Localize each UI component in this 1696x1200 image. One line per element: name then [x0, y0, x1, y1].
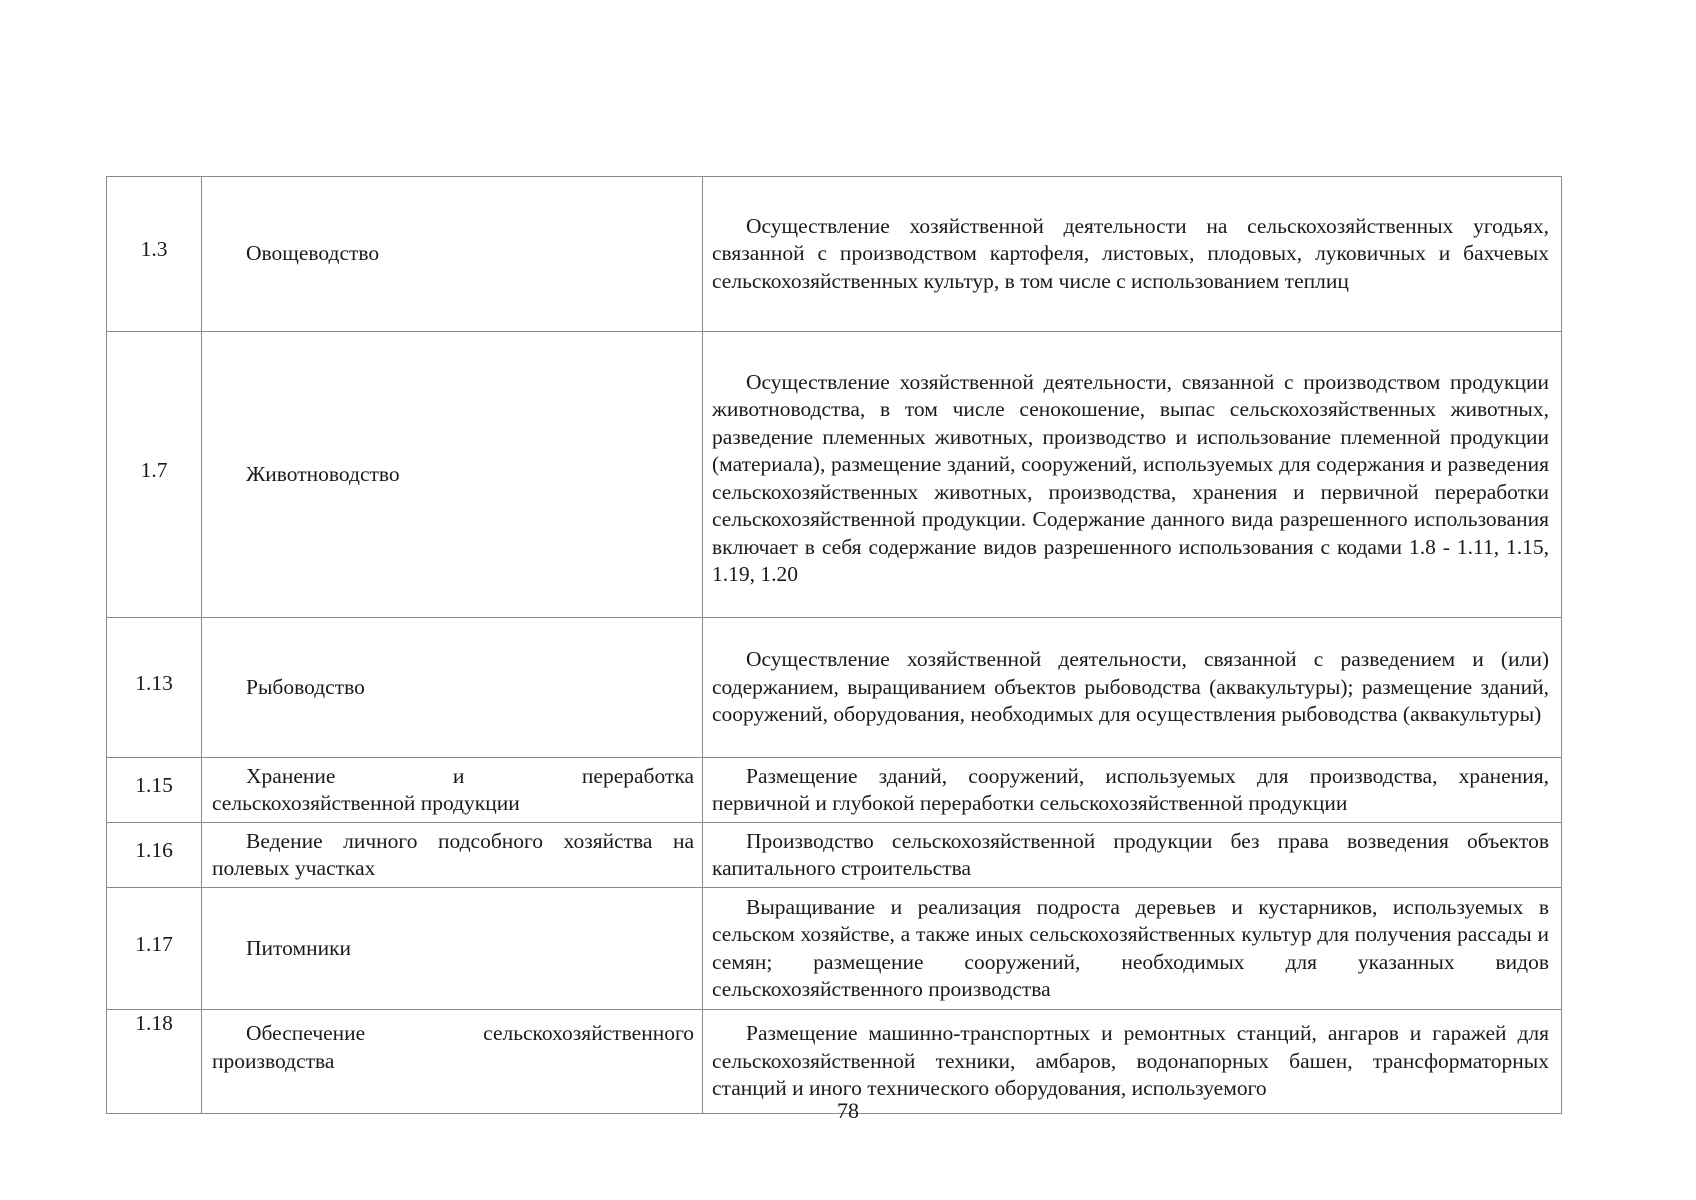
- land-use-table: [106, 176, 1562, 1114]
- row-code-cell: [107, 332, 202, 618]
- table-row: [107, 823, 1562, 888]
- row-name-line1: Ведение личного подсобного хозяйства на: [246, 828, 694, 853]
- row-name: Рыбоводство: [246, 674, 365, 699]
- row-code: 1.3: [140, 237, 168, 262]
- row-code: 1.15: [135, 773, 173, 798]
- row-name-cell: [202, 618, 703, 758]
- row-name-line2: полевых участках: [212, 856, 376, 880]
- row-code: 1.16: [135, 838, 173, 863]
- row-name-line2: производства: [212, 1048, 335, 1073]
- row-name: Овощеводство: [246, 241, 380, 266]
- row-name: Питомники: [246, 935, 352, 960]
- row-description: Производство сельскохозяйственной продукции без права возведения объектов капитального строительства: [712, 828, 1549, 880]
- row-name: Животноводство: [246, 461, 400, 486]
- row-description: Осуществление хозяйственной деятельности, связанной с разведением и (или) содержанием, выращиванием объектов рыбоводства (аквакультуры); размещение зданий, сооружений, оборудования, необходимых для осуществления рыбоводства (аквакультуры): [712, 647, 1549, 727]
- row-name-cell: [202, 177, 703, 332]
- row-code-cell: [107, 177, 202, 332]
- row-description: Осуществление хозяйственной деятельности, связанной с производством продукции животноводства, в том числе сенокошение, выпас сельскохозяйственных животных, разведение племенных животных, производство и использование племенной продукции (материала), размещение зданий, сооружений, используемых для содержания и разведения сельскохозяйственных животных, производства, хранения и первичной переработки сельскохозяйственной продукции. Содержание данного вида разрешенного использования включает в себя содержание видов разрешенного использования с кодами 1.8 - 1.11, 1.15, 1.19, 1.20: [712, 369, 1549, 586]
- row-code-cell: [107, 823, 202, 888]
- row-code: 1.7: [140, 457, 168, 482]
- table-row: [107, 177, 1562, 332]
- row-name-cell: [202, 758, 703, 823]
- row-code-cell: [107, 618, 202, 758]
- table-row: [107, 332, 1562, 618]
- row-code: 1.13: [135, 670, 173, 695]
- row-description-cell: [703, 888, 1562, 1010]
- row-code-cell: [107, 888, 202, 1010]
- row-description: Размещение машинно-транспортных и ремонтных станций, ангаров и гаражей для сельскохозяйственной техники, амбаров, водонапорных башен, трансформаторных станций и иного технического оборудования, используемого: [712, 1021, 1549, 1100]
- row-name-line2: сельскохозяйственной продукции: [212, 791, 520, 815]
- row-description-cell: [703, 618, 1562, 758]
- row-name-line1: Хранение и переработка: [246, 763, 694, 788]
- row-name-cell: [202, 823, 703, 888]
- table-row: [107, 888, 1562, 1010]
- page-number: 78: [837, 1098, 859, 1123]
- row-code-cell: [107, 758, 202, 823]
- row-name-cell: [202, 332, 703, 618]
- row-description-cell: [703, 177, 1562, 332]
- table-row: [107, 758, 1562, 823]
- row-description-cell: [703, 758, 1562, 823]
- row-code: 1.17: [135, 931, 173, 956]
- row-description: Осуществление хозяйственной деятельности на сельскохозяйственных угодьях, связанной с производством картофеля, листовых, плодовых, луковичных и бахчевых сельскохозяйственных культур, в том числе с использованием теплиц: [712, 213, 1549, 293]
- table-row: [107, 618, 1562, 758]
- row-name-cell: [202, 888, 703, 1010]
- row-description: Выращивание и реализация подроста деревьев и кустарников, используемых в сельском хозяйстве, а также иных сельскохозяйственных культур для получения рассады и семян; размещение сооружений, необходимых для указанных видов сельскохозяйственного производства: [712, 894, 1549, 1001]
- row-name-line1: Обеспечение сельскохозяйственного: [246, 1021, 694, 1045]
- row-description: Размещение зданий, сооружений, используемых для производства, хранения, первичной и глубокой переработки сельскохозяйственной продукции: [712, 763, 1549, 815]
- row-description-cell: [703, 332, 1562, 618]
- row-description-cell: [703, 823, 1562, 888]
- row-code: 1.18: [135, 1011, 173, 1035]
